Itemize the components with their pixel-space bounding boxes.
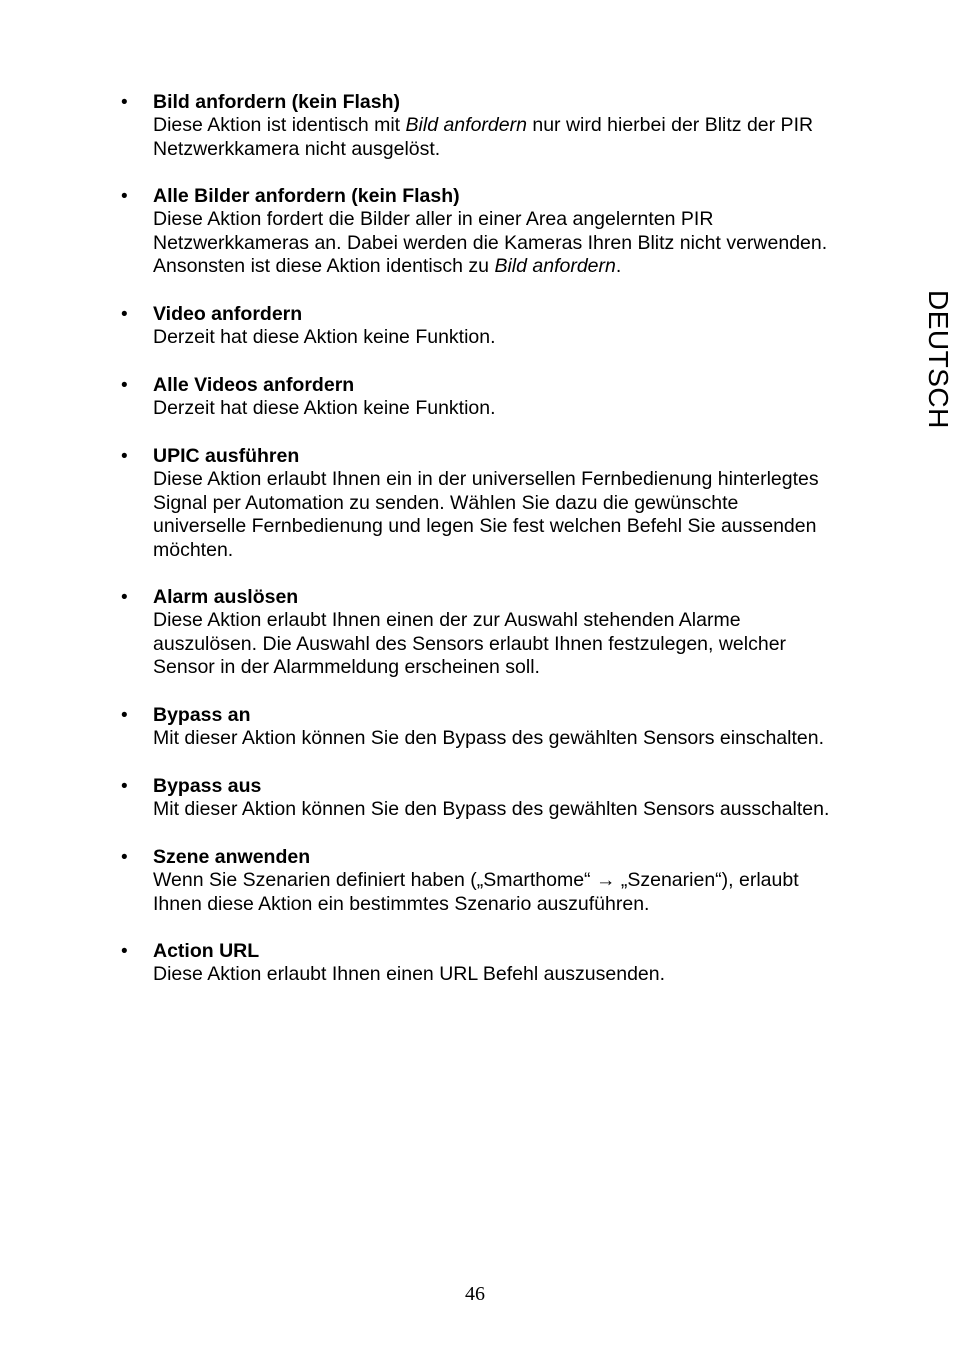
list-item [121,846,863,916]
emphasized-text: Bild anfordern [494,255,616,278]
item-title: Alle Videos anfordern [153,374,355,396]
emphasized-text: Bild anfordern [405,114,527,137]
bullet-icon: • [121,705,128,726]
list-item [121,704,863,751]
item-title: UPIC ausführen [153,445,300,467]
item-description-line: Netzwerkkameras an. Dabei werden die Kameras Ihren Blitz nicht verwenden. [153,231,828,254]
item-description-line: Diese Aktion erlaubt Ihnen einen URL Befehl auszusenden. [153,963,666,986]
item-description-line: Derzeit hat diese Aktion keine Funktion. [153,397,496,420]
language-side-label: DEUTSCH [923,290,954,429]
item-title: Bypass an [153,704,251,726]
item-description-line: Sensor in der Alarmmeldung erscheinen soll. [153,656,540,679]
item-description-line: Diese Aktion erlaubt Ihnen ein in der universellen Fernbedienung hinterlegtes [153,468,819,491]
item-description-line: Wenn Sie Szenarien definiert haben („Smarthome“ → „Szenarien“), erlaubt [153,869,799,892]
text-segment: nur wird hierbei der Blitz der PIR [526,114,814,137]
item-description-line: universelle Fernbedienung und legen Sie fest welchen Befehl Sie aussenden [153,515,817,538]
item-description-line: Diese Aktion fordert die Bilder aller in einer Area angelernten PIR [153,208,714,231]
bullet-icon: • [121,587,128,608]
page-number: 46 [465,1283,485,1305]
bullet-icon: • [121,446,128,467]
item-description-line: auszulösen. Die Auswahl des Sensors erlaubt Ihnen festzulegen, welcher [153,632,787,655]
list-item [121,303,863,350]
bullet-icon: • [121,304,128,325]
list-item [121,586,863,680]
list-item [121,940,863,987]
bullet-icon: • [121,847,128,868]
item-description-line: Ihnen diese Aktion ein bestimmtes Szenario auszuführen. [153,892,650,915]
bullet-icon: • [121,776,128,797]
item-description-line [153,255,863,278]
item-description-line: Signal per Automation zu senden. Wählen Sie dazu die gewünschte [153,491,739,514]
bullet-icon: • [121,941,128,962]
item-description-line: Mit dieser Aktion können Sie den Bypass des gewählten Sensors ausschalten. [153,798,830,821]
item-title: Bild anfordern (kein Flash) [153,91,401,113]
item-description-line: Netzwerkkamera nicht ausgelöst. [153,137,441,160]
text-segment: Diese Aktion ist identisch mit [153,114,406,137]
list-item [121,775,863,822]
item-title: Alarm auslösen [153,586,299,608]
item-title: Szene anwenden [153,846,311,868]
text-segment: . [615,255,622,278]
item-description-line: möchten. [153,538,234,561]
bullet-icon: • [121,92,128,113]
bullet-icon: • [121,186,128,207]
item-description-line: Diese Aktion erlaubt Ihnen einen der zur Auswahl stehenden Alarme [153,609,741,632]
list-item [121,91,863,161]
item-title: Alle Bilder anfordern (kein Flash) [153,185,460,207]
item-title: Action URL [153,940,260,962]
list-item [121,374,863,421]
item-description-line: Derzeit hat diese Aktion keine Funktion. [153,326,496,349]
item-title: Video anfordern [153,303,303,325]
list-item [121,185,863,279]
list-item [121,445,863,562]
item-title: Bypass aus [153,775,262,797]
bullet-icon: • [121,375,128,396]
item-description-line: Mit dieser Aktion können Sie den Bypass des gewählten Sensors einschalten. [153,727,824,750]
text-segment: Ansonsten ist diese Aktion identisch zu [153,255,495,278]
item-description-line [153,114,863,137]
